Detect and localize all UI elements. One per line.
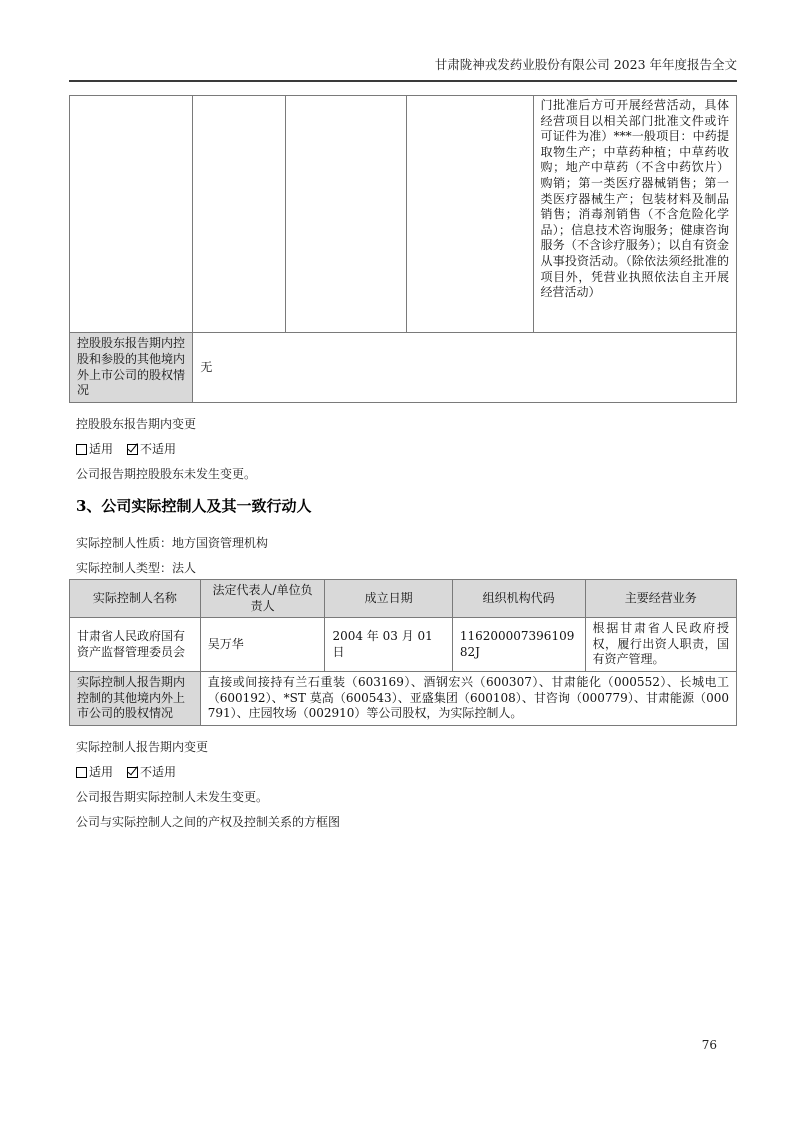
controller-holdings-label-cell: 实际控制人报告期内控制的其他境内外上市公司的股权情况 xyxy=(70,671,201,725)
check-mark-icon xyxy=(127,441,138,453)
table-row xyxy=(70,618,737,672)
org-code-cell: 11620000739610982J xyxy=(452,618,585,672)
holding-change-note: 公司报告期控股股东未发生变更。 xyxy=(76,467,257,481)
check-mark-icon xyxy=(127,763,138,775)
other-holdings-value-cell: 无 xyxy=(193,333,737,403)
header-title: 甘肃陇神戎发药业股份有限公司 2023 年年度报告全文 xyxy=(434,57,737,72)
applicable-label: 适用 xyxy=(89,764,114,779)
holding-change-title: 控股股东报告期内变更 xyxy=(76,417,197,431)
controller-change-title: 实际控制人报告期内变更 xyxy=(76,739,209,754)
diagram-caption: 公司与实际控制人之间的产权及控制关系的方框图 xyxy=(76,814,341,829)
content-area xyxy=(69,0,737,830)
controller-nature-line: 实际控制人性质：地方国资管理机构 xyxy=(76,536,269,550)
section-heading: 3、公司实际控制人及其一致行动人 xyxy=(76,497,312,515)
table-header-row xyxy=(70,580,737,618)
column-header: 实际控制人名称 xyxy=(70,580,201,618)
column-header: 组织机构代码 xyxy=(452,580,585,618)
page-header xyxy=(69,0,737,82)
applicable-option xyxy=(76,442,113,457)
controller-change-note: 公司报告期实际控制人未发生变更。 xyxy=(76,789,269,804)
column-header: 成立日期 xyxy=(325,580,452,618)
actual-controller-table xyxy=(69,579,737,726)
other-holdings-label-cell: 控股股东报告期内控股和参股的其他境内外上市公司的股权情况 xyxy=(70,333,193,403)
establish-date-cell: 2004 年 03 月 01 日 xyxy=(325,618,452,672)
table-row xyxy=(70,333,737,403)
empty-cell xyxy=(70,96,193,333)
controlling-shareholder-table xyxy=(69,95,737,403)
legal-representative-cell: 吴万华 xyxy=(200,618,325,672)
not-applicable-label: 不适用 xyxy=(140,764,177,779)
controller-holdings-value-cell: 直接或间接持有兰石重装（603169）、酒钢宏兴（600307）、甘肃能化（000552）、长城电工（600192）、*ST 莫高（600543）、亚盛集团（600108）、甘咨询（000779）、甘肃能源（000791）、庄园牧场（002910）等公司股权，为实际控制人。 xyxy=(200,671,736,725)
column-header: 法定代表人/单位负责人 xyxy=(200,580,325,618)
checkbox-unchecked-icon xyxy=(76,444,87,455)
applicable-option xyxy=(76,765,113,780)
not-applicable-label: 不适用 xyxy=(140,442,177,456)
controller-change-applicability xyxy=(69,765,737,780)
empty-cell xyxy=(193,96,286,333)
holding-change-applicability xyxy=(69,442,737,457)
controller-type-line: 实际控制人类型：法人 xyxy=(76,561,197,575)
checkbox-unchecked-icon xyxy=(76,767,87,778)
not-applicable-option xyxy=(127,765,176,780)
page-number: 76 xyxy=(701,1038,717,1052)
column-header: 主要经营业务 xyxy=(585,580,736,618)
checkbox-checked-icon xyxy=(127,767,138,778)
table-row xyxy=(70,96,737,333)
table-row xyxy=(70,671,737,725)
not-applicable-option xyxy=(127,442,176,457)
main-business-cell: 根据甘肃省人民政府授权，履行出资人职责，国有资产管理。 xyxy=(585,618,736,672)
checkbox-checked-icon xyxy=(127,444,138,455)
empty-cell xyxy=(406,96,533,333)
business-scope-continuation-cell: 门批准后方可开展经营活动，具体经营项目以相关部门批准文件或许可证件为准）***一般项目：中药提取物生产；中草药种植；中草药收购；地产中草药（不含中药饮片）购销；第一类医疗器械销售；第一类医疗器械生产；包装材料及制品销售；消毒剂销售（不含危险化学品）；信息技术咨询服务；健康咨询服务（不含诊疗服务）；以自有资金从事投资活动。（除依法须经批准的项目外，凭营业执照依法自主开展经营活动） xyxy=(533,96,736,333)
controller-name-cell: 甘肃省人民政府国有资产监督管理委员会 xyxy=(70,618,201,672)
applicable-label: 适用 xyxy=(89,442,114,456)
empty-cell xyxy=(286,96,407,333)
